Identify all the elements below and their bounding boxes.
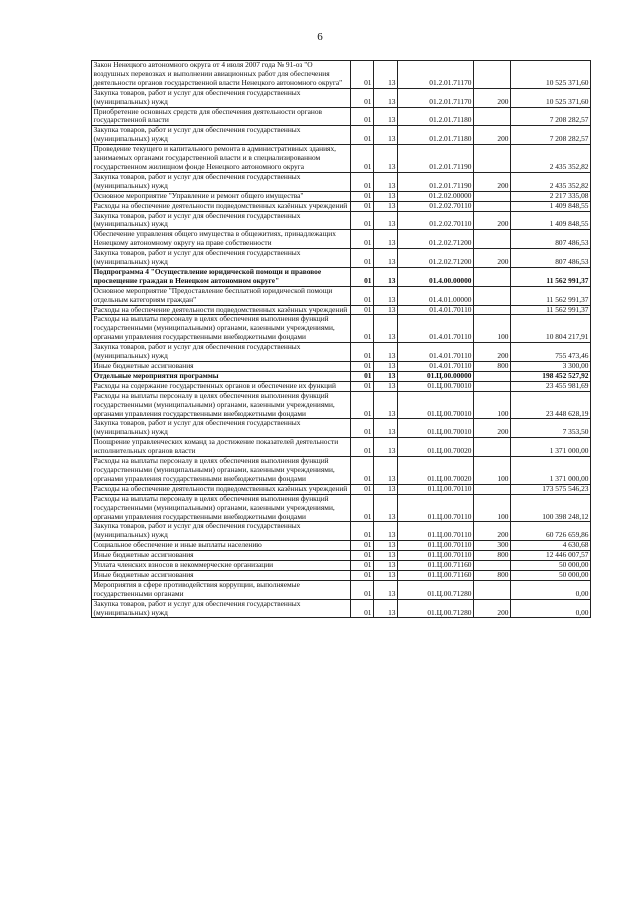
row-subsection-cell: 13 [374,371,398,381]
table-row [92,570,591,580]
row-section-cell: 01 [351,88,374,107]
row-name-cell: Проведение текущего и капитального ремонта в административных зданиях, занимаемых органами государственной власти и в специализированном государственном жилищном фонде Ненецкого автономного округа [92,145,351,173]
row-subsection-cell: 13 [374,107,398,126]
table-row [92,599,591,618]
row-name-cell: Закупка товаров, работ и услуг для обеспечения государственных (муниципальных) нужд [92,419,351,438]
row-amount-cell: 50 000,00 [511,561,591,571]
row-target-article-cell: 01.Ц.00.71280 [398,599,474,618]
row-section-cell: 01 [351,267,374,286]
row-subsection-cell: 13 [374,315,398,343]
row-section-cell: 01 [351,381,374,391]
row-name-cell: Отдельные мероприятия программы [92,371,351,381]
row-section-cell: 01 [351,599,374,618]
row-target-article-cell: 01.Ц.00.70110 [398,484,474,494]
row-target-article-cell: 01.2.01.71180 [398,107,474,126]
row-section-cell: 01 [351,286,374,305]
row-subsection-cell: 13 [374,145,398,173]
row-target-article-cell: 01.4.01.70110 [398,315,474,343]
row-name-cell: Закупка товаров, работ и услуг для обеспечения государственных (муниципальных) нужд [92,599,351,618]
row-expense-type-cell: 200 [474,599,511,618]
row-expense-type-cell: 200 [474,172,511,191]
table-row [92,494,591,522]
row-amount-cell: 0,00 [511,580,591,599]
row-subsection-cell: 13 [374,391,398,419]
row-name-cell: Закупка товаров, работ и услуг для обеспечения государственных (муниципальных) нужд [92,211,351,230]
row-name-cell: Мероприятия в сфере противодействия коррупции, выполняемые государственными органами [92,580,351,599]
row-name-cell: Закупка товаров, работ и услуг для обеспечения государственных (муниципальных) нужд [92,343,351,362]
row-target-article-cell: 01.2.01.71180 [398,126,474,145]
row-name-cell: Закупка товаров, работ и услуг для обеспечения государственных (муниципальных) нужд [92,522,351,541]
row-expense-type-cell [474,305,511,315]
row-expense-type-cell [474,561,511,571]
row-name-cell: Социальное обеспечение и иные выплаты населению [92,541,351,551]
row-section-cell: 01 [351,107,374,126]
budget-table-body [92,61,591,618]
row-target-article-cell: 01.2.01.71170 [398,61,474,89]
table-row [92,211,591,230]
table-row [92,522,591,541]
row-target-article-cell: 01.4.01.70110 [398,305,474,315]
row-expense-type-cell [474,381,511,391]
row-section-cell: 01 [351,438,374,457]
row-expense-type-cell [474,145,511,173]
row-expense-type-cell [474,191,511,201]
row-section-cell: 01 [351,211,374,230]
row-amount-cell: 7 208 282,57 [511,107,591,126]
row-target-article-cell: 01.2.02.71200 [398,230,474,249]
row-name-cell: Расходы на выплаты персоналу в целях обеспечения выполнения функций государственными (муниципальными) органами, казенными учреждениями, органами управления государственными внебюджетными фондами [92,391,351,419]
row-subsection-cell: 13 [374,286,398,305]
row-section-cell: 01 [351,541,374,551]
row-name-cell: Расходы на выплаты персоналу в целях обеспечения выполнения функций государственными (муниципальными) органами, казенными учреждениями, органами управления государственными внебюджетными фондами [92,494,351,522]
row-amount-cell: 807 486,53 [511,230,591,249]
row-name-cell: Закупка товаров, работ и услуг для обеспечения государственных (муниципальных) нужд [92,249,351,268]
row-name-cell: Иные бюджетные ассигнования [92,551,351,561]
table-row [92,305,591,315]
row-expense-type-cell: 200 [474,249,511,268]
row-section-cell: 01 [351,305,374,315]
table-row [92,249,591,268]
row-subsection-cell: 13 [374,172,398,191]
table-row [92,267,591,286]
table-row [92,580,591,599]
row-amount-cell: 755 473,46 [511,343,591,362]
row-expense-type-cell: 200 [474,211,511,230]
table-row [92,362,591,372]
row-target-article-cell: 01.2.02.70110 [398,211,474,230]
row-amount-cell: 11 562 991,37 [511,305,591,315]
row-amount-cell: 2 217 335,08 [511,191,591,201]
row-section-cell: 01 [351,191,374,201]
row-target-article-cell: 01.Ц.00.71160 [398,570,474,580]
row-amount-cell: 10 525 371,60 [511,61,591,89]
row-name-cell: Расходы на обеспечение деятельности подведомственных казённых учреждений [92,201,351,211]
row-target-article-cell: 01.Ц.00.71160 [398,561,474,571]
row-subsection-cell: 13 [374,230,398,249]
row-expense-type-cell: 800 [474,551,511,561]
table-row [92,541,591,551]
table-row [92,343,591,362]
row-name-cell: Уплата членских взносов в некоммерческие организации [92,561,351,571]
row-expense-type-cell: 100 [474,391,511,419]
row-name-cell: Обеспечение управления общего имущества в общежитиях, принадлежащих Ненецкому автономному округу на праве собственности [92,230,351,249]
row-section-cell: 01 [351,172,374,191]
row-target-article-cell: 01.2.02.00000 [398,191,474,201]
row-expense-type-cell: 100 [474,457,511,485]
row-section-cell: 01 [351,419,374,438]
row-subsection-cell: 13 [374,343,398,362]
table-row [92,381,591,391]
row-expense-type-cell [474,107,511,126]
row-subsection-cell: 13 [374,570,398,580]
row-name-cell: Приобретение основных средств для обеспечения деятельности органов государственной власти [92,107,351,126]
table-row [92,172,591,191]
row-subsection-cell: 13 [374,541,398,551]
row-name-cell: Поощрение управленческих команд за достижение показателей деятельности исполнительных органов власти [92,438,351,457]
row-expense-type-cell [474,580,511,599]
row-name-cell: Основное мероприятие "Предоставление бесплатной юридической помощи отдельным категориям граждан" [92,286,351,305]
row-subsection-cell: 13 [374,580,398,599]
row-amount-cell: 0,00 [511,599,591,618]
row-target-article-cell: 01.Ц.00.70110 [398,522,474,541]
row-amount-cell: 807 486,53 [511,249,591,268]
row-subsection-cell: 13 [374,267,398,286]
row-subsection-cell: 13 [374,457,398,485]
row-amount-cell: 50 000,00 [511,570,591,580]
row-amount-cell: 3 300,00 [511,362,591,372]
row-amount-cell: 23 448 628,19 [511,391,591,419]
row-expense-type-cell: 200 [474,419,511,438]
row-name-cell: Иные бюджетные ассигнования [92,570,351,580]
table-row [92,126,591,145]
row-target-article-cell: 01.2.01.71190 [398,145,474,173]
row-section-cell: 01 [351,457,374,485]
page-number: 6 [317,31,323,43]
table-row [92,201,591,211]
budget-table [91,60,591,618]
row-amount-cell: 198 452 527,92 [511,371,591,381]
table-row [92,191,591,201]
row-subsection-cell: 13 [374,61,398,89]
row-name-cell: Расходы на обеспечение деятельности подведомственных казённых учреждений [92,305,351,315]
row-subsection-cell: 13 [374,381,398,391]
row-section-cell: 01 [351,315,374,343]
row-subsection-cell: 13 [374,551,398,561]
table-row [92,315,591,343]
row-name-cell: Закупка товаров, работ и услуг для обеспечения государственных (муниципальных) нужд [92,126,351,145]
table-row [92,145,591,173]
row-expense-type-cell: 100 [474,315,511,343]
row-name-cell: Закупка товаров, работ и услуг для обеспечения государственных (муниципальных) нужд [92,172,351,191]
row-amount-cell: 11 562 991,37 [511,286,591,305]
row-name-cell: Закупка товаров, работ и услуг для обеспечения государственных (муниципальных) нужд [92,88,351,107]
row-name-cell: Подпрограмма 4 "Осуществление юридической помощи и правовое просвещение граждан в Ненецком автономном округе" [92,267,351,286]
row-section-cell: 01 [351,145,374,173]
row-amount-cell: 10 804 217,91 [511,315,591,343]
row-amount-cell: 60 726 659,86 [511,522,591,541]
row-amount-cell: 173 575 546,23 [511,484,591,494]
row-section-cell: 01 [351,249,374,268]
table-row [92,61,591,89]
row-target-article-cell: 01.Ц.00.70110 [398,541,474,551]
row-section-cell: 01 [351,371,374,381]
table-row [92,230,591,249]
row-amount-cell: 1 409 848,55 [511,211,591,230]
row-subsection-cell: 13 [374,522,398,541]
row-name-cell: Закон Ненецкого автономного округа от 4 июля 2007 года № 91-оз "О воздушных перевозках и выполнении авиационных работ для обеспечения деятельности органов государственной власти Ненецкого автономного округа" [92,61,351,89]
row-expense-type-cell [474,230,511,249]
row-expense-type-cell: 200 [474,126,511,145]
table-row [92,286,591,305]
row-subsection-cell: 13 [374,249,398,268]
table-row [92,371,591,381]
row-amount-cell: 10 525 371,60 [511,88,591,107]
row-target-article-cell: 01.4.01.70110 [398,343,474,362]
row-subsection-cell: 13 [374,484,398,494]
row-name-cell: Иные бюджетные ассигнования [92,362,351,372]
row-expense-type-cell: 300 [474,541,511,551]
row-section-cell: 01 [351,201,374,211]
row-target-article-cell: 01.2.02.71200 [398,249,474,268]
row-expense-type-cell: 200 [474,88,511,107]
row-target-article-cell: 01.Ц.00.70010 [398,419,474,438]
table-row [92,551,591,561]
row-amount-cell: 1 371 000,00 [511,457,591,485]
row-subsection-cell: 13 [374,305,398,315]
row-expense-type-cell: 100 [474,494,511,522]
row-expense-type-cell [474,201,511,211]
row-expense-type-cell: 800 [474,570,511,580]
row-target-article-cell: 01.2.01.71190 [398,172,474,191]
row-expense-type-cell: 200 [474,343,511,362]
table-row [92,107,591,126]
row-section-cell: 01 [351,551,374,561]
row-name-cell: Расходы на обеспечение деятельности подведомственных казённых учреждений [92,484,351,494]
row-section-cell: 01 [351,391,374,419]
row-section-cell: 01 [351,230,374,249]
row-target-article-cell: 01.4.00.00000 [398,267,474,286]
row-subsection-cell: 13 [374,419,398,438]
table-row [92,88,591,107]
row-section-cell: 01 [351,484,374,494]
table-row [92,457,591,485]
row-target-article-cell: 01.2.02.70110 [398,201,474,211]
row-target-article-cell: 01.4.01.70110 [398,362,474,372]
row-section-cell: 01 [351,61,374,89]
row-expense-type-cell [474,484,511,494]
row-subsection-cell: 13 [374,494,398,522]
row-target-article-cell: 01.Ц.00.70110 [398,494,474,522]
row-subsection-cell: 13 [374,211,398,230]
row-subsection-cell: 13 [374,88,398,107]
table-row [92,391,591,419]
row-section-cell: 01 [351,343,374,362]
row-subsection-cell: 13 [374,126,398,145]
row-amount-cell: 2 435 352,82 [511,145,591,173]
row-target-article-cell: 01.Ц.00.70110 [398,551,474,561]
row-expense-type-cell: 200 [474,522,511,541]
row-expense-type-cell [474,371,511,381]
row-amount-cell: 12 446 007,57 [511,551,591,561]
row-expense-type-cell [474,267,511,286]
row-amount-cell: 11 562 991,37 [511,267,591,286]
row-name-cell: Расходы на выплаты персоналу в целях обеспечения выполнения функций государственными (муниципальными) органами, казенными учреждениями, органами управления государственными внебюджетными фондами [92,315,351,343]
row-amount-cell: 23 455 981,69 [511,381,591,391]
row-target-article-cell: 01.Ц.00.71280 [398,580,474,599]
row-expense-type-cell [474,286,511,305]
table-row [92,484,591,494]
row-expense-type-cell: 800 [474,362,511,372]
row-amount-cell: 1 371 000,00 [511,438,591,457]
row-target-article-cell: 01.4.01.00000 [398,286,474,305]
row-amount-cell: 7 353,50 [511,419,591,438]
table-row [92,419,591,438]
table-row [92,561,591,571]
row-section-cell: 01 [351,570,374,580]
row-subsection-cell: 13 [374,561,398,571]
row-name-cell: Расходы на содержание государственных органов и обеспечение их функций [92,381,351,391]
row-subsection-cell: 13 [374,191,398,201]
row-section-cell: 01 [351,126,374,145]
row-amount-cell: 4 630,68 [511,541,591,551]
row-amount-cell: 100 398 248,12 [511,494,591,522]
row-target-article-cell: 01.Ц.00.70010 [398,381,474,391]
row-section-cell: 01 [351,494,374,522]
row-name-cell: Расходы на выплаты персоналу в целях обеспечения выполнения функций государственными (муниципальными) органами, казенными учреждениями, органами управления государственными внебюджетными фондами [92,457,351,485]
row-section-cell: 01 [351,561,374,571]
row-expense-type-cell [474,438,511,457]
row-section-cell: 01 [351,580,374,599]
row-target-article-cell: 01.2.01.71170 [398,88,474,107]
row-subsection-cell: 13 [374,599,398,618]
row-section-cell: 01 [351,362,374,372]
row-section-cell: 01 [351,522,374,541]
row-target-article-cell: 01.Ц.00.70010 [398,391,474,419]
row-target-article-cell: 01.Ц.00.00000 [398,371,474,381]
row-amount-cell: 2 435 352,82 [511,172,591,191]
row-target-article-cell: 01.Ц.00.70020 [398,438,474,457]
table-row [92,438,591,457]
row-subsection-cell: 13 [374,201,398,211]
row-subsection-cell: 13 [374,438,398,457]
row-amount-cell: 1 409 848,55 [511,201,591,211]
row-amount-cell: 7 208 282,57 [511,126,591,145]
row-expense-type-cell [474,61,511,89]
row-target-article-cell: 01.Ц.00.70020 [398,457,474,485]
row-subsection-cell: 13 [374,362,398,372]
row-name-cell: Основное мероприятие "Управление и ремонт общего имущества" [92,191,351,201]
